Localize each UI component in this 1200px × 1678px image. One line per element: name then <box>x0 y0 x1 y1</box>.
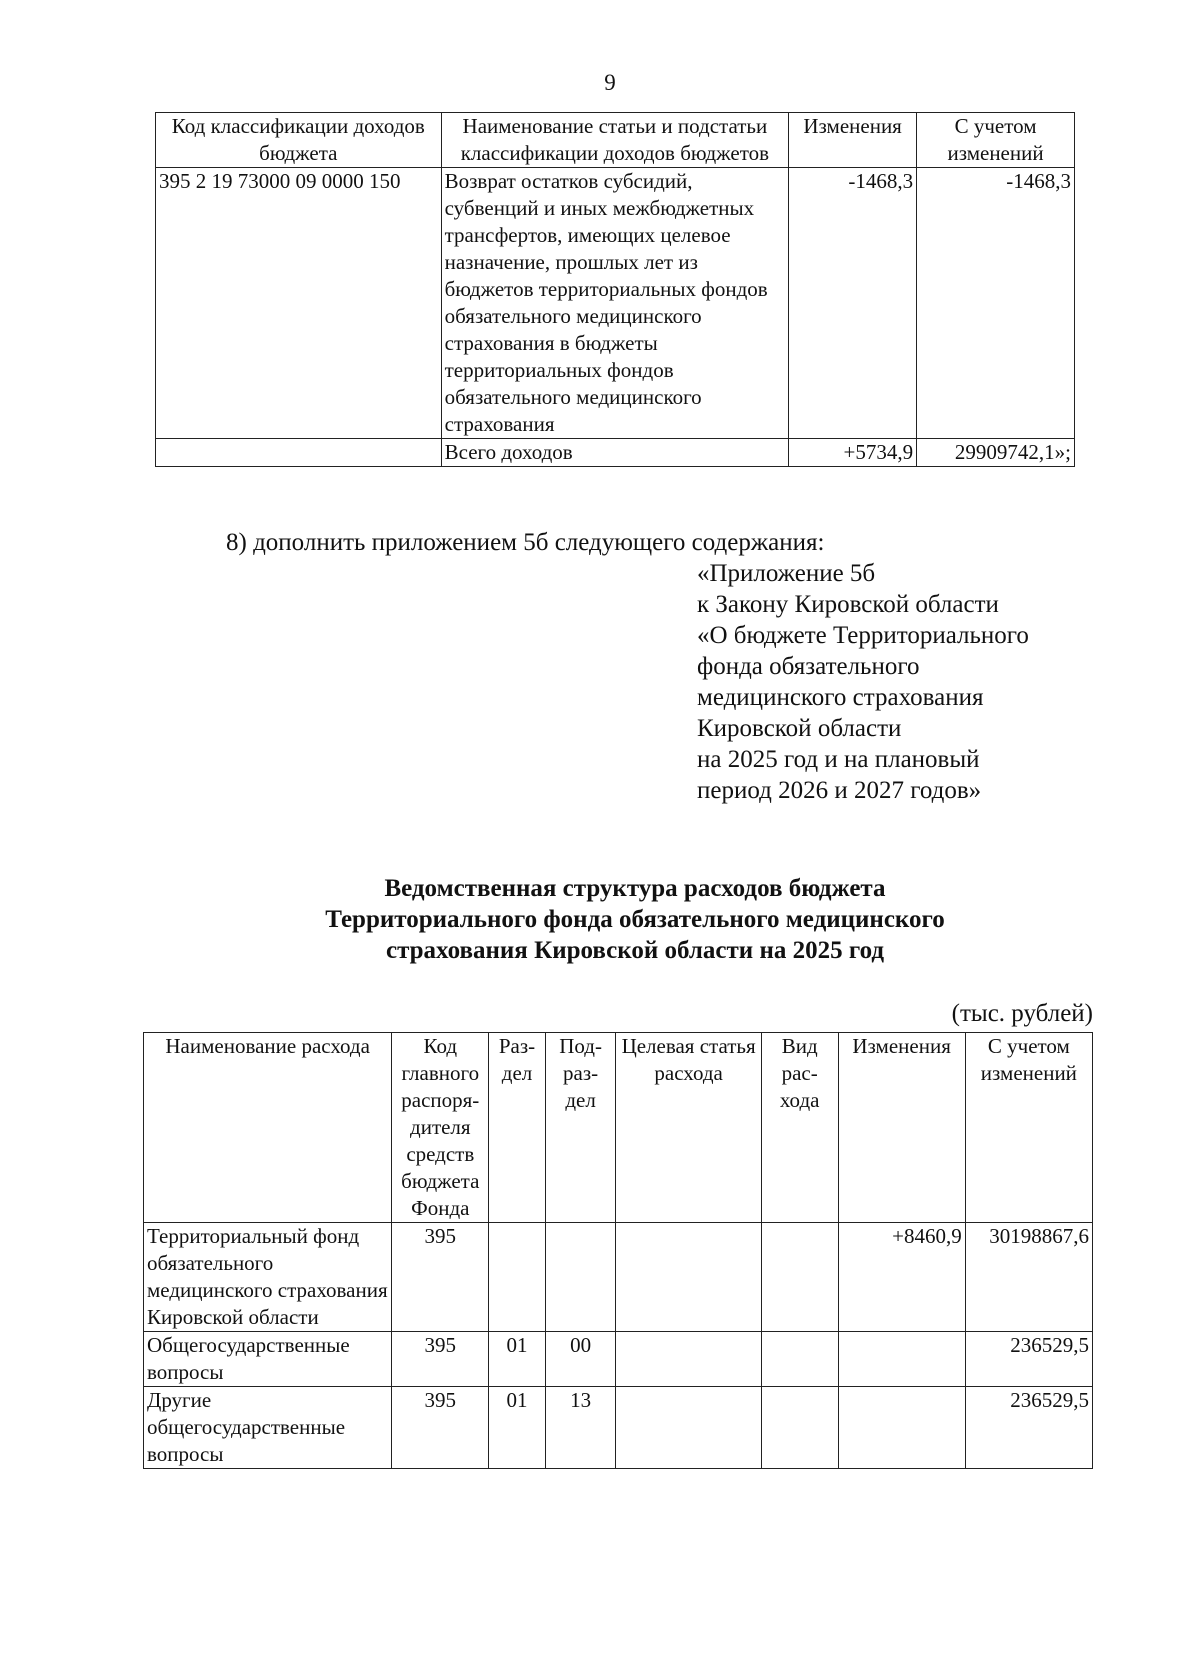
expense-target-cell <box>616 1223 761 1332</box>
table-row <box>144 1332 1093 1387</box>
expense-subsection-cell: 13 <box>545 1387 616 1469</box>
paragraph-8: 8) дополнить приложением 5б следующего содержания: <box>226 529 825 556</box>
header-expense-section: Раз-дел <box>489 1033 546 1223</box>
expense-section-cell: 01 <box>489 1387 546 1469</box>
appendix-header <box>697 558 1097 806</box>
section-title <box>250 873 1020 966</box>
expense-target-cell <box>616 1332 761 1387</box>
expense-structure-table <box>143 1032 1093 1469</box>
income-classification-table <box>155 112 1075 467</box>
expense-code-cell: 395 <box>392 1223 489 1332</box>
appendix-line: медицинского страхования <box>697 684 984 711</box>
expense-total-cell: 30198867,6 <box>965 1223 1092 1332</box>
section-title-line: страхования Кировской области на 2025 год <box>385 937 885 964</box>
income-change-cell: +5734,9 <box>789 439 917 467</box>
table-row <box>156 168 1075 439</box>
appendix-line: период 2026 и 2027 годов» <box>697 777 982 804</box>
header-income-name: Наименование статьи и подстатьи классификации доходов бюджетов <box>441 113 789 168</box>
expense-subsection-cell <box>545 1223 616 1332</box>
section-title-line: Территориального фонда обязательного медицинского <box>325 906 945 933</box>
appendix-line: «Приложение 5б <box>697 560 876 587</box>
expense-change-cell <box>838 1387 965 1469</box>
expense-total-cell: 236529,5 <box>965 1387 1092 1469</box>
expense-total-cell: 236529,5 <box>965 1332 1092 1387</box>
income-change-cell: -1468,3 <box>789 168 917 439</box>
appendix-line: фонда обязательного <box>697 653 920 680</box>
header-expense-name: Наименование расхода <box>144 1033 392 1223</box>
header-income-code: Код классификации доходов бюджета <box>156 113 442 168</box>
table-header-row <box>144 1033 1093 1223</box>
table-row-total <box>156 439 1075 467</box>
header-expense-kind: Вид рас-хода <box>761 1033 838 1223</box>
income-name-cell: Возврат остатков субсидий, субвенций и иных межбюджетных трансфертов, имеющих целевое назначение, прошлых лет из бюджетов территориальных фондов обязательного медицинского страхования в бюджеты территориальных фондов обязательного медицинского страхования <box>441 168 789 439</box>
expense-kind-cell <box>761 1223 838 1332</box>
income-code-cell <box>156 439 442 467</box>
header-expense-change: Изменения <box>838 1033 965 1223</box>
income-name-cell: Всего доходов <box>441 439 789 467</box>
expense-change-cell: +8460,9 <box>838 1223 965 1332</box>
expense-name-cell: Общегосударственные вопросы <box>144 1332 392 1387</box>
header-expense-total: С учетом изменений <box>965 1033 1092 1223</box>
section-title-line: Ведомственная структура расходов бюджета <box>384 875 886 902</box>
header-income-change: Изменения <box>789 113 917 168</box>
income-total-cell: 29909742,1»; <box>917 439 1075 467</box>
expense-name-cell: Другие общегосударственные вопросы <box>144 1387 392 1469</box>
expense-subsection-cell: 00 <box>545 1332 616 1387</box>
expense-section-cell <box>489 1223 546 1332</box>
table-row <box>144 1387 1093 1469</box>
table-row <box>144 1223 1093 1332</box>
expense-target-cell <box>616 1387 761 1469</box>
income-total-cell: -1468,3 <box>917 168 1075 439</box>
expense-code-cell: 395 <box>392 1387 489 1469</box>
header-expense-target: Целевая статья расхода <box>616 1033 761 1223</box>
income-code-cell: 395 2 19 73000 09 0000 150 <box>156 168 442 439</box>
header-expense-subsection: Под-раз-дел <box>545 1033 616 1223</box>
units-label: (тыс. рублей) <box>951 1000 1093 1027</box>
expense-kind-cell <box>761 1387 838 1469</box>
expense-kind-cell <box>761 1332 838 1387</box>
appendix-line: Кировской области <box>697 715 902 742</box>
header-expense-code: Код главного распоря-дителя средств бюджета Фонда <box>392 1033 489 1223</box>
appendix-line: на 2025 год и на плановый <box>697 746 980 773</box>
expense-section-cell: 01 <box>489 1332 546 1387</box>
header-income-total: С учетом изменений <box>917 113 1075 168</box>
expense-change-cell <box>838 1332 965 1387</box>
expense-name-cell: Территориальный фонд обязательного медицинского страхования Кировской области <box>144 1223 392 1332</box>
page-number: 9 <box>604 70 616 95</box>
table-header-row <box>156 113 1075 168</box>
expense-code-cell: 395 <box>392 1332 489 1387</box>
appendix-line: к Закону Кировской области <box>697 591 999 618</box>
appendix-line: «О бюджете Территориального <box>697 622 1029 649</box>
